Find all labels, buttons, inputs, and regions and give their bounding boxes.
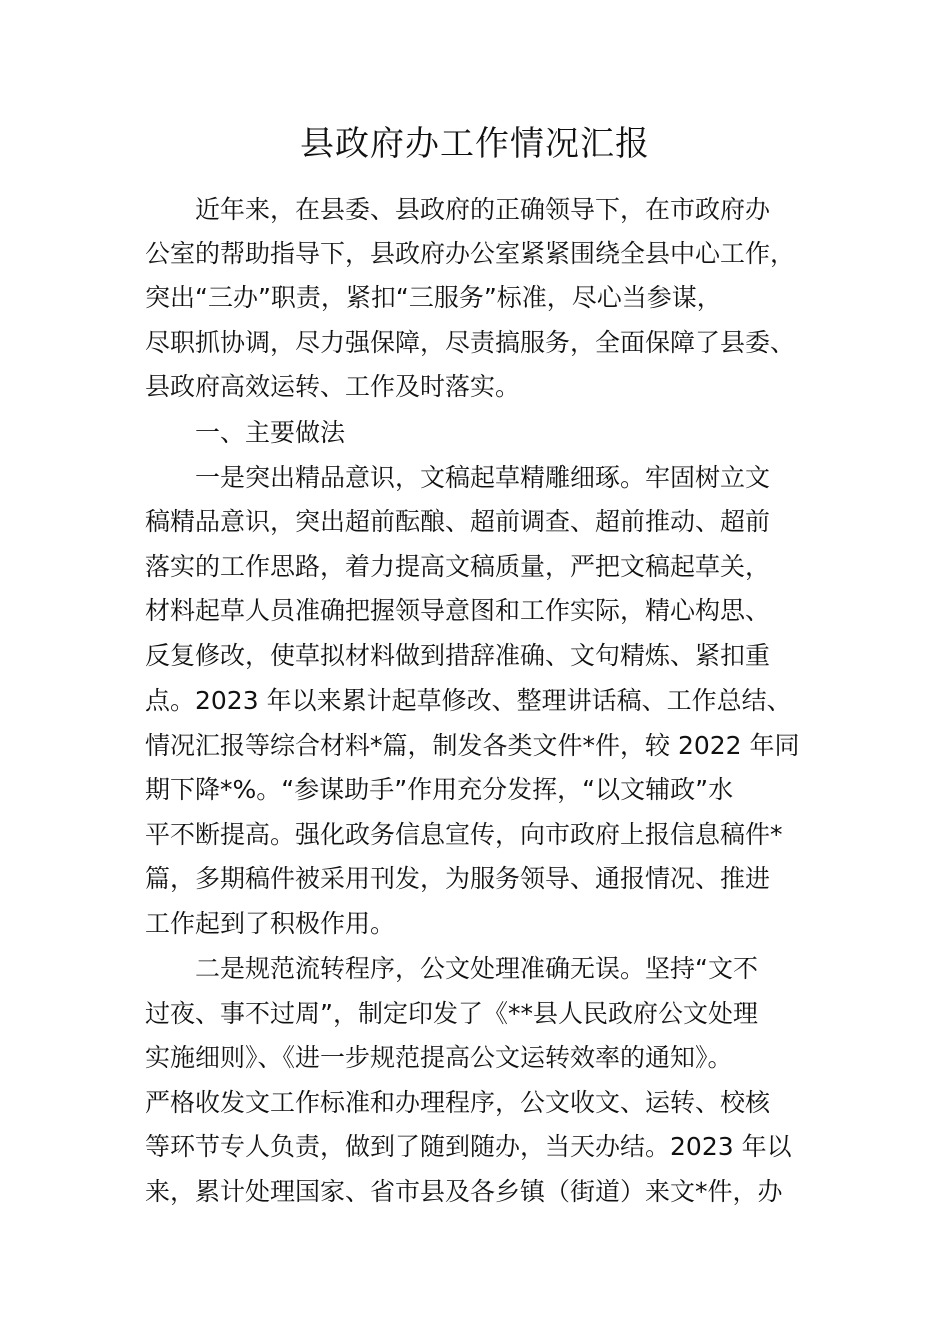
paragraph-line: 稿精品意识，突出超前酝酿、超前调查、超前推动、超前	[145, 507, 771, 536]
paragraph-line: 落实的工作思路，着力提高文稿质量，严把文稿起草关，	[145, 552, 771, 581]
paragraph-line: 期下降*%。“参谋助手”作用充分发挥，“以文辅政”水	[145, 775, 734, 804]
paragraph-line: 篇，多期稿件被采用刊发，为服务领导、通报情况、推进	[145, 864, 771, 893]
paragraph-line: 工作起到了积极作用。	[145, 909, 396, 938]
paragraph-line: 二是规范流转程序，公文处理准确无误。坚持“文不	[195, 954, 758, 983]
paragraph-line: 近年来，在县委、县政府的正确领导下，在市政府办	[195, 195, 771, 224]
paragraph-line: 公室的帮助指导下，县政府办公室紧紧围绕全县中心工作，	[145, 239, 796, 268]
paragraph-line: 平不断提高。强化政务信息宣传，向市政府上报信息稿件*	[145, 820, 783, 849]
paragraph-line: 等环节专人负责，做到了随到随办，当天办结。2023 年以	[145, 1132, 792, 1161]
paragraph-line: 严格收发文工作标准和办理程序，公文收文、运转、校核	[145, 1088, 771, 1117]
paragraph-line: 过夜、事不过周”，制定印发了《**县人民政府公文处理	[145, 999, 758, 1028]
paragraph-line: 点。2023 年以来累计起草修改、整理讲话稿、工作总结、	[145, 686, 792, 715]
paragraph-line: 县政府高效运转、工作及时落实。	[145, 372, 521, 401]
paragraph-line: 尽职抓协调，尽力强保障，尽责搞服务，全面保障了县委、	[145, 328, 796, 357]
paragraph-line: 突出“三办”职责，紧扣“三服务”标准，尽心当参谋，	[145, 283, 722, 312]
paragraph-line: 情况汇报等综合材料*篇，制发各类文件*件，较 2022 年同	[145, 731, 800, 760]
paragraph-line: 来，累计处理国家、省市县及各乡镇（街道）来文*件，办	[145, 1177, 783, 1206]
document-title: 县政府办工作情况汇报	[300, 124, 650, 164]
section-heading: 一、主要做法	[195, 418, 346, 447]
paragraph-line: 实施细则》、《进一步规范提高公文运转效率的通知》。	[145, 1043, 733, 1072]
paragraph-line: 材料起草人员准确把握领导意图和工作实际，精心构思、	[145, 596, 771, 625]
paragraph-line: 反复修改，使草拟材料做到措辞准确、文句精炼、紧扣重	[145, 641, 771, 670]
paragraph-line: 一是突出精品意识，文稿起草精雕细琢。牢固树立文	[195, 463, 771, 492]
